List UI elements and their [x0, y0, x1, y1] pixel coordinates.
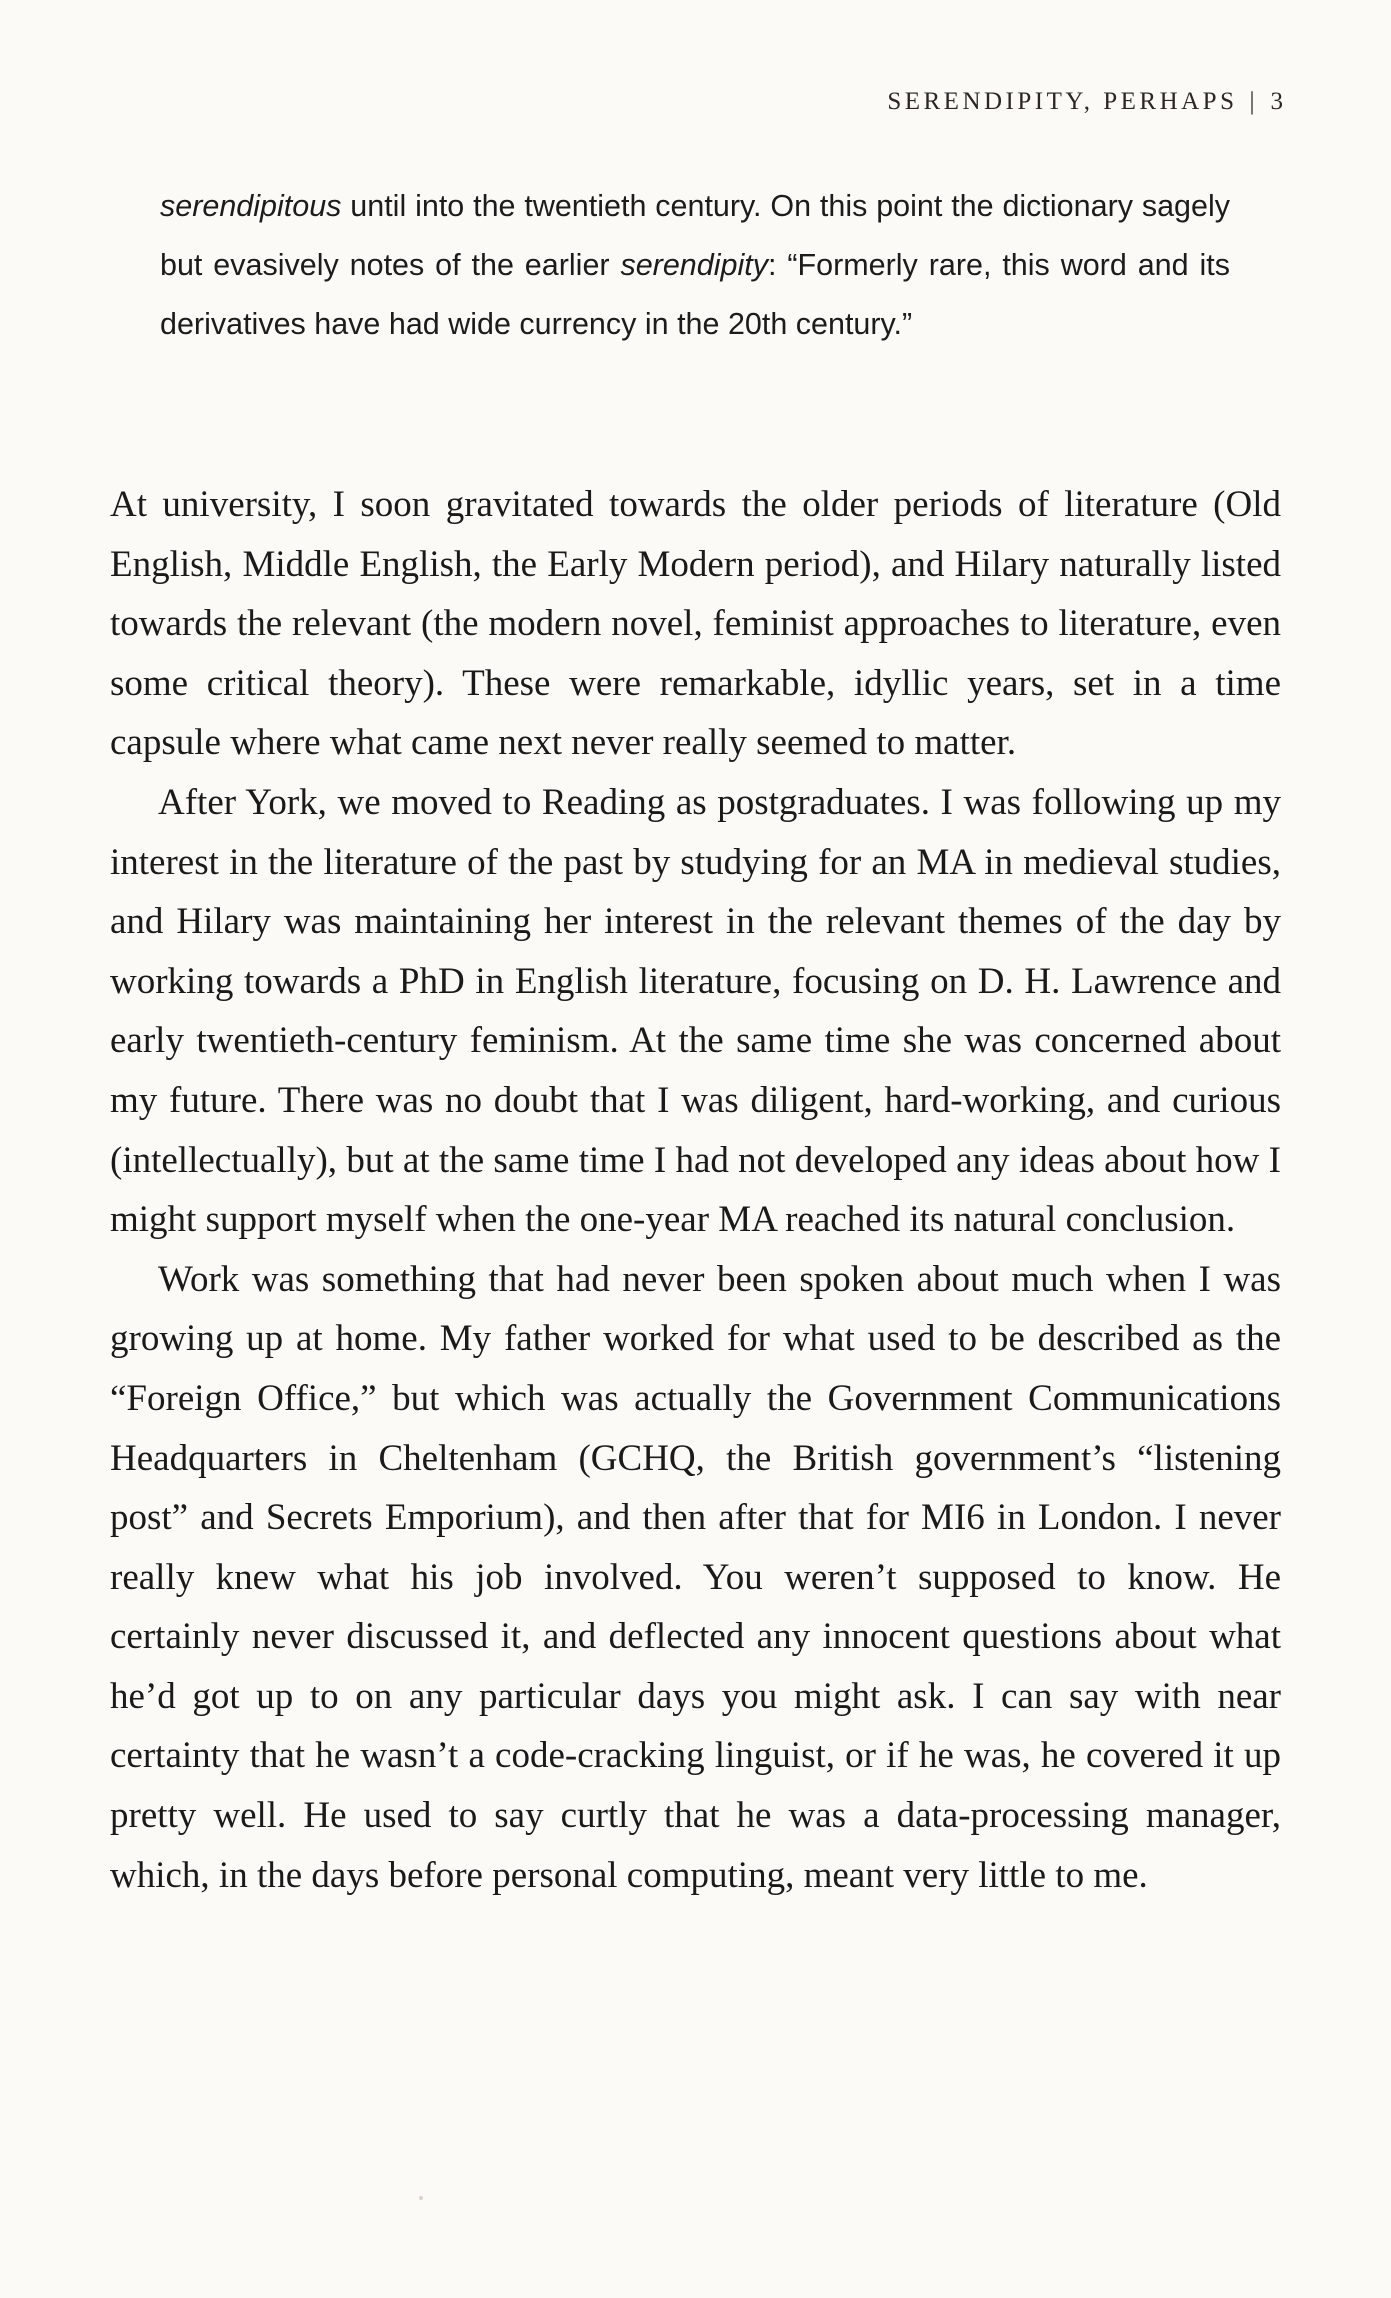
extract-italic-serendipitous: serendipitous: [160, 189, 342, 223]
extract-text-part-1: until into the twentieth century. On this point the dictionary sagely but evasively notes of the earlier: [160, 189, 1230, 282]
running-head: [887, 88, 1283, 116]
running-head-title: SERENDIPITY, PERHAPS: [887, 88, 1238, 115]
paper-speck: [419, 2196, 423, 2200]
running-head-separator: |: [1249, 88, 1255, 115]
page-number: 3: [1270, 88, 1283, 115]
block-quote-extract: [160, 177, 1230, 354]
paragraph-university: At university, I soon gravitated towards the older periods of literature (Old English, Middle English, the Early Modern period), and Hilary naturally listed towards the relevant (the modern novel, feminist approaches to literature, even some critical theory). These were remarkable, idyllic years, set in a time capsule where what came next never really seemed to matter.: [110, 484, 1281, 764]
extract-italic-serendipity: serendipity: [620, 248, 768, 282]
paragraph-after-york: After York, we moved to Reading as postgraduates. I was following up my interest in the literature of the past by studying for an MA in medieval studies, and Hilary was maintaining her interest in the relevant themes of the day by working towards a PhD in English literature, focusing on D. H. Lawrence and early twentieth-century feminism. At the same time she was concerned about my future. There was no doubt that I was diligent, hard-working, and curious (intellectually), but at the same time I had not developed any ideas about how I might support myself when the one-year MA reached its natural conclusion.: [110, 781, 1281, 1241]
body-text: [110, 475, 1281, 1905]
paragraph-work: Work was something that had never been spoken about much when I was growing up at home. My father worked for what used to be described as the “Foreign Office,” but which was actually the Government Communications Headquarters in Cheltenham (GCHQ, the British government’s “listening post” and Secrets Emporium), and then after that for MI6 in London. I never really knew what his job involved. You weren’t supposed to know. He certainly never discussed it, and deflected any innocent questions about what he’d got up to on any particular days you might ask. I can say with near certainty that he wasn’t a code-cracking linguist, or if he was, he covered it up pretty well. He used to say curtly that he was a data-processing manager, which, in the days before personal computing, meant very little to me.: [110, 1258, 1281, 1896]
extract-text-part-2: : “Formerly rare, this word and its derivatives have had wide currency in the 20th century.”: [160, 248, 1230, 341]
